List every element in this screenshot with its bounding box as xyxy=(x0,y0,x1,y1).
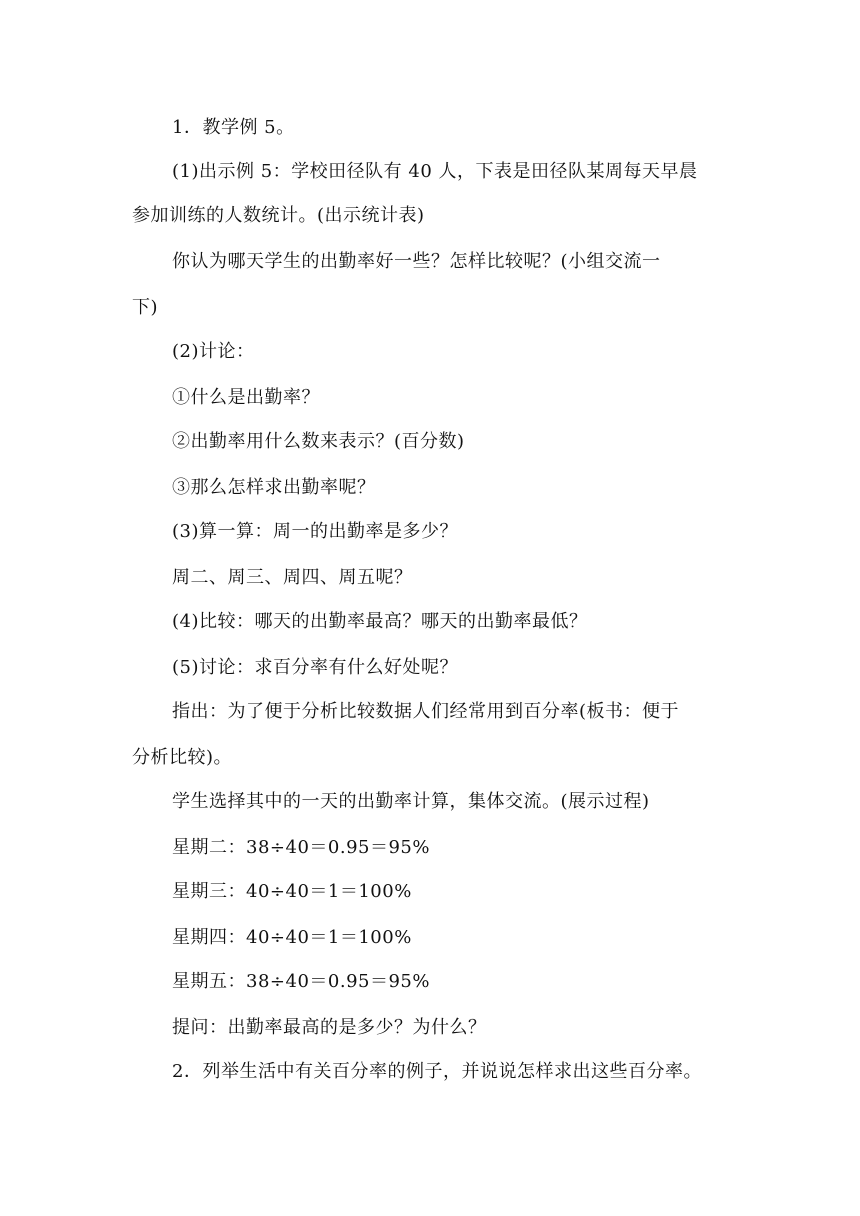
paragraph-line: (5)讨论：求百分率有什么好处呢？ xyxy=(172,657,458,678)
paragraph-line: (4)比较：哪天的出勤率最高？哪天的出勤率最低？ xyxy=(172,611,588,632)
paragraph-line: 提问：出勤率最高的是多少？为什么？ xyxy=(172,1017,487,1038)
calculation-line: 星期二：38÷40＝0.95＝95% xyxy=(172,837,430,858)
paragraph-line: 1．教学例 5。 xyxy=(172,117,295,138)
paragraph-line: 周二、周三、周四、周五呢？ xyxy=(172,567,413,588)
paragraph-line: 2．列举生活中有关百分率的例子，并说说怎样求出这些百分率。 xyxy=(172,1061,702,1082)
paragraph-line: ②出勤率用什么数来表示？(百分数) xyxy=(172,431,465,452)
paragraph-line: 分析比较)。 xyxy=(132,747,233,768)
calculation-line: 星期三：40÷40＝1＝100% xyxy=(172,881,412,902)
paragraph-line: 指出：为了便于分析比较数据人们经常用到百分率(板书：便于 xyxy=(172,701,680,722)
paragraph-line: 你认为哪天学生的出勤率好一些？怎样比较呢？(小组交流一 xyxy=(172,251,661,272)
calculation-line: 星期五：38÷40＝0.95＝95% xyxy=(172,971,430,992)
paragraph-line: 学生选择其中的一天的出勤率计算，集体交流。(展示过程) xyxy=(172,791,650,812)
paragraph-line: 下) xyxy=(132,297,159,318)
paragraph-line: ③那么怎样求出勤率呢？ xyxy=(172,477,376,498)
paragraph-line: (2)计论： xyxy=(172,341,255,362)
calculation-line: 星期四：40÷40＝1＝100% xyxy=(172,927,412,948)
paragraph-line: ①什么是出勤率？ xyxy=(172,387,320,408)
paragraph-line: (1)出示例 5：学校田径队有 40 人，下表是田径队某周每天早晨 xyxy=(172,161,698,182)
paragraph-line: (3)算一算：周一的出勤率是多少？ xyxy=(172,521,458,542)
paragraph-line: 参加训练的人数统计。(出示统计表) xyxy=(132,205,425,226)
